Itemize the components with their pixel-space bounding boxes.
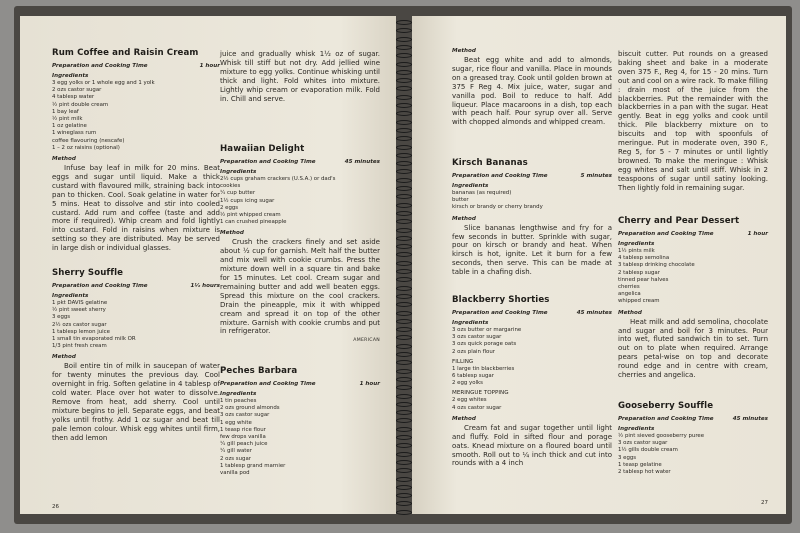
spiral-coil [396, 169, 412, 174]
ingredient-line: 1 large tin blackberries [452, 365, 515, 372]
ingredient-line: 3 ozs castor sugar [618, 440, 668, 447]
prep-time: 1 hour [747, 231, 768, 237]
method-text [52, 362, 220, 442]
ingredient-line: cherries [618, 284, 640, 291]
ingredient-line: 1 – 2 oz raisins (optional) [52, 144, 120, 151]
ingredient-list [618, 248, 768, 306]
ingredient-line: 2 ozs plain flour [452, 348, 495, 355]
ingredient-line: 1 can crushed pineapple [220, 219, 287, 226]
prep-label: Preparation and Cooking Time [220, 159, 316, 165]
ingredient-line: 1½ cups icing sugar [220, 197, 275, 204]
prep-time-row [52, 283, 220, 289]
recipe-rum-coffee [52, 48, 220, 253]
recipe-title: Rum Coffee and Raisin Cream [52, 48, 199, 58]
spiral-coil [396, 385, 412, 390]
spiral-coil [396, 78, 412, 83]
spiral-coil [396, 37, 412, 42]
ingredient-line: 2 ozs castor sugar [52, 87, 102, 94]
ingredient-line: ½ pint sieved gooseberry puree [618, 433, 705, 439]
spiral-coil [396, 360, 412, 365]
spiral-coil [396, 62, 412, 67]
ingredient-line: 1 tablesp lemon juice [52, 328, 110, 335]
spiral-coil [396, 286, 412, 291]
recipe-peches-method [452, 48, 612, 127]
method-text [618, 318, 768, 380]
origin-note: AMERICAN [353, 338, 380, 344]
prep-time: 1 hour [359, 381, 380, 387]
recipe-blackberry-shorties [452, 295, 612, 468]
ingredient-line: ¼ gill peach juice [220, 441, 268, 448]
spiral-coil [396, 161, 412, 166]
spiral-coil [396, 344, 412, 349]
ingredient-line: ¼ cup butter [220, 190, 256, 197]
spiral-coil [396, 269, 412, 274]
continued-paragraph [618, 50, 768, 193]
spiral-coil [396, 53, 412, 58]
prep-time: 1 hour [199, 63, 220, 69]
recipe-hawaiian-delight [220, 144, 380, 343]
spiral-coil [396, 377, 412, 382]
prep-time-row [452, 173, 612, 179]
prep-time: 45 minutes [732, 416, 768, 422]
spiral-coil [396, 427, 412, 432]
spiral-coil [396, 178, 412, 183]
spiral-coil [396, 136, 412, 141]
spiral-coil [396, 236, 412, 241]
ingredient-list [618, 433, 768, 476]
spiral-coil [396, 352, 412, 357]
prep-label: Preparation and Cooking Time [52, 63, 148, 69]
method-paragraph: Beat egg white and add to almonds, sugar, rice flour and vanilla. Place in mounds on a greased tray. Cook until golden brown at 375 F Reg 4. Mix juice, water, sugar and vanilla pod. Boil to reduce to half. Add liqueur. Place macaroons in a dish, top each with peach half. Pour syrup over all. Serve with chopped almonds and whipped cream. [452, 56, 612, 127]
method-paragraph: Heat milk and add semolina, chocolate and sugar and boil for 3 minutes. Pour into wet, fluted sandwich tin to set. Turn out on to plate when required. Arrange pears petal-wise on top and decorate round edge and in centre with cream, cherries and angelica. [618, 317, 768, 380]
spiral-coil [396, 194, 412, 199]
ingredient-line: 4 ozs castor sugar [452, 404, 502, 411]
ingredient-line: butter [452, 197, 469, 204]
ingredient-list [452, 190, 612, 212]
spiral-coil [396, 228, 412, 233]
recipe-cherry-pear [618, 216, 768, 380]
ingredient-line: 2 tablesp hot water [618, 469, 671, 476]
spiral-coil [396, 261, 412, 266]
spiral-coil [396, 335, 412, 340]
ingredients-heading: Ingredients [220, 391, 257, 397]
ingredient-line: ¼ gill water [220, 448, 252, 455]
spiral-coil [396, 394, 412, 399]
recipe-sherry-souffle [52, 268, 220, 443]
method-text [220, 238, 380, 336]
left-page [20, 16, 396, 514]
cookbook [14, 6, 792, 524]
ingredient-line: 1 pkt DAVIS gelatine [52, 300, 108, 306]
ingredient-line: 2 ozs ground almonds [220, 405, 280, 412]
method-paragraph: Boil entire tin of milk in saucepan of water for twenty minutes the previous day. Cool overnight in frig. Soften gelatine in 4 tablesp of cold water. Place over hot water to dissolve. Remove from heat, add sherry. Cool until mixture begins to jell. Separate eggs, and beat yolks until frothy. Add 1 oz sugar and beat till pale lemon colour. Whisk egg whites until firm, then add lemon [52, 362, 220, 442]
ingredient-line: 2 tablesp sugar [618, 269, 660, 276]
ingredient-line: 1 bay leaf [52, 108, 79, 115]
ingredient-line: vanilla pod [220, 470, 250, 477]
spiral-coil [396, 493, 412, 498]
method-heading: Method [220, 230, 244, 237]
ingredient-line: 3 egg yolks or 1 whole egg and 1 yolk [52, 80, 155, 86]
spiral-coil [396, 103, 412, 108]
ingredient-list [452, 327, 612, 356]
spiral-coil [396, 203, 412, 208]
ingredients-heading: Ingredients [220, 169, 257, 175]
recipe-title: Hawaiian Delight [220, 144, 305, 154]
ingredient-line: 1½ pints milk [618, 248, 655, 254]
spiral-coil [396, 252, 412, 257]
ingredient-line: 1 egg white [220, 419, 252, 426]
ingredient-line: 1½ gills double cream [618, 447, 678, 454]
ingredient-line: 2 eggs [220, 204, 239, 211]
spiral-coil [396, 510, 412, 515]
recipe-title: Peches Barbara [220, 366, 298, 376]
spiral-coil [396, 302, 412, 307]
ingredient-line: 1 tablesp grand marnier [220, 462, 286, 469]
filling-list [452, 366, 612, 388]
spiral-coil [396, 95, 412, 100]
ingredients-heading: Ingredients [618, 241, 655, 247]
topping-heading: MERINGUE TOPPING [452, 390, 509, 397]
spiral-coil [396, 211, 412, 216]
spiral-coil [396, 128, 412, 133]
ingredient-line: coffee flavouring (nescafe) [52, 137, 125, 144]
recipe-title: Kirsch Bananas [452, 158, 528, 168]
ingredients-heading: Ingredients [618, 426, 655, 432]
ingredient-line: 2 egg whites [452, 397, 487, 404]
method-text [452, 56, 612, 127]
ingredient-line: 3 ozs castor sugar [452, 334, 502, 341]
prep-time: 45 minutes [344, 159, 380, 165]
prep-time: 45 minutes [576, 310, 612, 316]
continued-paragraph [220, 50, 380, 103]
prep-label: Preparation and Cooking Time [618, 416, 714, 422]
spiral-coil [396, 418, 412, 423]
spiral-coil [396, 277, 412, 282]
ingredient-line: 1 oz gelatine [52, 123, 87, 130]
recipe-peches-barbara [220, 366, 380, 477]
filling-heading: FILLING [452, 358, 474, 365]
spiral-coil [396, 86, 412, 91]
spiral-coil [396, 327, 412, 332]
ingredient-line: 2 egg yolks [452, 380, 483, 387]
method-heading: Method [52, 354, 76, 361]
ingredient-line: 3 ozs butter or margarine [452, 327, 522, 333]
method-heading: Method [452, 415, 476, 422]
prep-time: 5 minutes [580, 173, 612, 179]
ingredient-line: 3 ozs quick porage oats [452, 341, 517, 348]
spiral-coil [396, 219, 412, 224]
spiral-coil [396, 402, 412, 407]
ingredients-heading: Ingredients [452, 183, 489, 189]
spiral-coil [396, 186, 412, 191]
ingredient-line: angelica [618, 291, 641, 298]
spiral-coil [396, 20, 412, 25]
prep-label: Preparation and Cooking Time [452, 173, 548, 179]
ingredient-line: 1 small tin evaporated milk OR [52, 336, 136, 343]
ingredient-line: whipped cream [618, 298, 660, 305]
spiral-coil [396, 501, 412, 506]
ingredient-line: cookies [220, 183, 241, 190]
prep-time-row [220, 381, 380, 387]
page-number: 27 [761, 500, 768, 506]
ingredients-heading: Ingredients [52, 73, 89, 79]
page-number: 26 [52, 504, 59, 510]
prep-time-row [618, 416, 768, 422]
ingredient-line: 3 eggs [618, 454, 637, 461]
spiral-binding [396, 12, 412, 518]
ingredient-list [52, 300, 220, 350]
spiral-coil [396, 45, 412, 50]
recipe-gooseberry-souffle [618, 401, 768, 476]
ingredient-line: bananas (as required) [452, 190, 512, 196]
method-paragraph: Crush the crackers finely and set aside about ½ cup for garnish. Melt half the butter and mix well with cookie crumbs. Press the mixture down well in a square tin and bake for 15 minutes. Let cool. Cream sugar and remaining butter and add well beaten eggs. Spread this mixture on the cool crackers. Drain the pineapple, mix it with whipped cream and spread it on top of the other mixture. Garnish with cookie crumbs and put in refrigerator. [220, 238, 380, 336]
method-heading: Method [452, 48, 476, 54]
ingredient-line: ½ pint sweet sherry [52, 307, 106, 314]
spiral-coil [396, 452, 412, 457]
ingredient-line: 2½ cups graham crackers (U.S.A.) or dad's [220, 176, 336, 182]
paragraph: biscuit cutter. Put rounds on a greased baking sheet and bake in a moderate oven 375 F., Reg 4, for 15 - 20 mins. Turn out and cool on a wire rack. To make filling : drain most of the juice from the blackberries. Put the remainder with the blackberries in a pan with the sugar. Heat gently. Beat in egg yolks and cook until thick. Pile blackberry mixture on to biscuits and top with spoonfuls of meringue. Put in moderate oven, 390 F., Reg 5, for 5 - 7 minutes or until lightly browned. To make the meringue : Whisk egg whites and salt until stiff. Whisk in 2 teaspoons of sugar until satiny looking. Then lightly fold in remaining sugar. [618, 50, 768, 192]
ingredient-line: few drops vanilla [220, 434, 266, 441]
prep-time-row [618, 231, 768, 237]
method-text [452, 224, 612, 277]
spiral-coil [396, 70, 412, 75]
spiral-coil [396, 319, 412, 324]
ingredient-line: 1 teasp rice flour [220, 426, 266, 433]
ingredient-line: kirsch or brandy or cherry brandy [452, 204, 543, 211]
method-text [52, 164, 220, 253]
recipe-kirsch-bananas [452, 158, 612, 277]
ingredient-line: ½ pint double cream [52, 101, 109, 108]
right-page [412, 16, 786, 514]
prep-label: Preparation and Cooking Time [618, 231, 714, 237]
spiral-coil [396, 111, 412, 116]
paragraph: juice and gradually whisk 1½ oz of sugar. Whisk till stiff but not dry. Add jellied wine mixture to egg yolks. Continue whisking until thick and light. Fold whites into mixture. Lightly whip cream or evaporation milk. Fold in. Chill and serve. [220, 50, 380, 103]
ingredient-list [220, 398, 380, 477]
ingredient-line: 3 ozs castor sugar [220, 412, 270, 419]
prep-label: Preparation and Cooking Time [220, 381, 316, 387]
method-paragraph: Slice bananas lengthwise and fry for a few seconds in butter. Sprinkle with sugar, pour on kirsch or brandy and heat. When kirsch is hot, ignite. Let it burn for a few seconds, then serve. This can be made at table in a chafing dish. [452, 223, 612, 277]
ingredient-line: 3 tablesp drinking chocolate [618, 262, 695, 269]
method-paragraph: Infuse bay leaf in milk for 20 mins. Beat eggs and sugar until liquid. Make a thick custard with flavoured milk, straining back into pan to thicken. Cool. Soak gelatine in water for 5 mins. Heat to dissolve and stir into cooled custard. Add rum and coffee (taste and add more if required). Whip cream and fold lightly into custard. Fold in raisins when mixture is setting so they are distributed. May be served in large dish or individual glasses. [52, 164, 220, 253]
prep-label: Preparation and Cooking Time [452, 310, 548, 316]
spiral-coil [396, 369, 412, 374]
ingredient-line: 1/3 pint fresh cream [52, 343, 107, 350]
spiral-coil [396, 145, 412, 150]
spiral-coil [396, 443, 412, 448]
ingredient-line: ½ pint whipped cream [220, 212, 281, 219]
prep-time-row [452, 310, 612, 316]
continued-text [618, 48, 768, 193]
ingredient-list [220, 176, 380, 226]
spiral-coil [396, 120, 412, 125]
spiral-coil [396, 460, 412, 465]
recipe-title: Cherry and Pear Dessert [618, 216, 740, 226]
prep-label: Preparation and Cooking Time [52, 283, 148, 289]
ingredient-line: 4 tablesp water [52, 94, 95, 101]
ingredient-line: 1 tin peaches [220, 398, 257, 404]
ingredient-line: 1 wineglass rum [52, 130, 97, 137]
method-text [452, 424, 612, 469]
method-heading: Method [452, 215, 476, 222]
spiral-coil [396, 410, 412, 415]
prep-time: 1½ hours [190, 283, 220, 289]
ingredient-line: 4 tablesp semolina [618, 255, 670, 262]
recipe-title: Blackberry Shorties [452, 295, 550, 305]
ingredient-line: 2 ozs sugar [220, 455, 251, 462]
method-heading: Method [618, 309, 642, 316]
spiral-coil [396, 244, 412, 249]
spiral-coil [396, 28, 412, 33]
ingredient-line: 2½ ozs castor sugar [52, 321, 107, 328]
ingredients-heading: Ingredients [52, 293, 89, 299]
ingredient-line: 3 eggs [52, 314, 71, 321]
method-paragraph: Cream fat and sugar together until light and fluffy. Fold in sifted flour and porage oats. Knead mixture on a floured board until smooth. Roll out to ¼ inch thick and cut into rounds with a 4 inch [452, 423, 612, 468]
spiral-coil [396, 477, 412, 482]
recipe-title: Sherry Souffle [52, 268, 124, 278]
spiral-coil [396, 153, 412, 158]
spiral-coil [396, 485, 412, 490]
ingredient-line: tinned pear halves [618, 276, 669, 283]
ingredient-line: 1 teasp gelatine [618, 461, 662, 468]
prep-time-row [220, 159, 380, 165]
spiral-coil [396, 294, 412, 299]
continued-text [220, 48, 380, 103]
topping-list [452, 397, 612, 411]
prep-time-row [52, 63, 220, 69]
ingredient-line: ½ pint milk [52, 116, 83, 123]
ingredients-heading: Ingredients [452, 320, 489, 326]
recipe-title: Gooseberry Souffle [618, 401, 714, 411]
spiral-coil [396, 311, 412, 316]
ingredient-line: 6 tablesp sugar [452, 373, 494, 380]
spiral-coil [396, 468, 412, 473]
method-heading: Method [52, 156, 76, 163]
spiral-coil [396, 435, 412, 440]
ingredient-list [52, 80, 220, 152]
